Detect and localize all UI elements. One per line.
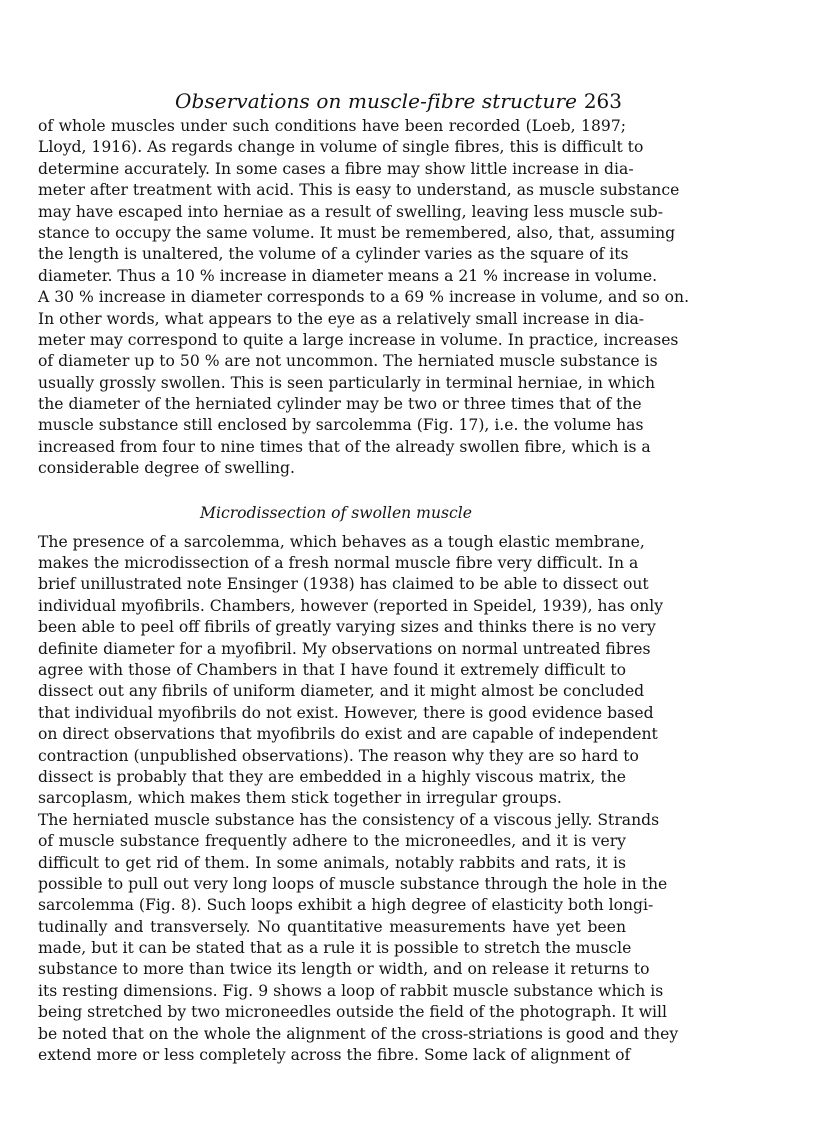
text-line: The herniated muscle substance has the consistency of a viscous jelly. Strands <box>38 810 660 829</box>
text-line: stance to occupy the same volume. It must be remembered, also, that, assuming <box>38 223 676 242</box>
page <box>38 86 690 1066</box>
text-line: meter after treatment with acid. This is easy to understand, as muscle substance <box>38 181 680 200</box>
text-line: agree with those of Chambers in that I have found it extremely difficult to <box>38 660 626 679</box>
text-line: the length is unaltered, the volume of a cylinder varies as the square of its <box>38 245 629 264</box>
text-line: be noted that on the whole the alignment of the cross-striations is good and they <box>38 1024 679 1043</box>
text-line: substance to more than twice its length or width, and on release it returns to <box>38 960 650 979</box>
running-head <box>38 86 626 116</box>
text-line: tudinally and transversely. No quantitative measurements have yet been <box>38 917 626 936</box>
text-line: extend more or less completely across the fibre. Some lack of alignment of <box>38 1046 631 1065</box>
text-line: usually grossly swollen. This is seen particularly in terminal herniae, in which <box>38 373 655 392</box>
text-line: difficult to get rid of them. In some animals, notably rabbits and rats, it is <box>38 853 626 872</box>
running-title: Observations on muscle-fibre structure <box>175 89 578 113</box>
text-line: sarcoplasm, which makes them stick together in irregular groups. <box>38 789 562 808</box>
text-line: individual myofibrils. Chambers, however (reported in Speidel, 1939), has only <box>38 596 664 615</box>
text-line: sarcolemma (Fig. 8). Such loops exhibit a high degree of elasticity both longi- <box>38 896 654 915</box>
text-line: Lloyd, 1916). As regards change in volume of single fibres, this is difficult to <box>38 138 644 157</box>
text-line: muscle substance still enclosed by sarcolemma (Fig. 17), i.e. the volume has <box>38 416 644 435</box>
text-line: made, but it can be stated that as a rule it is possible to stretch the muscle <box>38 939 632 958</box>
page-number: 263 <box>583 89 622 113</box>
text-line: of whole muscles under such conditions have been recorded (Loeb, 1897; <box>38 117 626 135</box>
text-line: of muscle substance frequently adhere to the microneedles, and it is very <box>38 832 626 851</box>
text-line: being stretched by two microneedles outside the field of the photograph. It will <box>38 1003 668 1022</box>
text-line: determine accurately. In some cases a fibre may show little increase in dia- <box>38 159 634 178</box>
text-line: The presence of a sarcolemma, which behaves as a tough elastic membrane, <box>38 532 645 551</box>
text-line: dissect is probably that they are embedded in a highly viscous matrix, the <box>38 767 626 786</box>
text-line: considerable degree of swelling. <box>38 459 295 478</box>
text-line: diameter. Thus a 10 % increase in diameter means a 21 % increase in volume. <box>38 266 658 285</box>
text-line: its resting dimensions. Fig. 9 shows a loop of rabbit muscle substance which is <box>38 981 664 1000</box>
text-line: on direct observations that myofibrils do exist and are capable of independent <box>38 725 658 744</box>
text-line: A 30 % increase in diameter corresponds to a 69 % increase in volume, and so on. <box>38 288 690 307</box>
text-line: been able to peel off fibrils of greatly varying sizes and thinks there is no very <box>38 618 656 637</box>
text-line: may have escaped into herniae as a result of swelling, leaving less muscle sub- <box>38 202 664 221</box>
paragraph <box>38 116 690 480</box>
text-line: definite diameter for a myofibril. My observations on normal untreated fibres <box>38 639 651 658</box>
text-line: In other words, what appears to the eye as a relatively small increase in dia- <box>38 309 645 328</box>
text-line: the diameter of the herniated cylinder may be two or three times that of the <box>38 395 642 414</box>
section-heading: Microdissection of swollen muscle <box>200 503 472 522</box>
text-line: dissect out any fibrils of uniform diameter, and it might almost be concluded <box>38 682 645 701</box>
text-line: possible to pull out very long loops of muscle substance through the hole in the <box>38 874 668 893</box>
paragraph <box>38 532 664 810</box>
text-line: brief unillustrated note Ensinger (1938) has claimed to be able to dissect out <box>38 575 649 594</box>
paragraph <box>38 810 679 1067</box>
text-line: makes the microdissection of a fresh normal muscle fibre very difficult. In a <box>38 554 639 573</box>
text-line: that individual myofibrils do not exist. However, there is good evidence based <box>38 703 654 722</box>
text-line: contraction (unpublished observations). The reason why they are so hard to <box>38 746 639 765</box>
text-line: meter may correspond to quite a large increase in volume. In practice, increases <box>38 330 679 349</box>
text-line: of diameter up to 50 % are not uncommon. The herniated muscle substance is <box>38 352 658 371</box>
text-line: increased from four to nine times that of the already swollen fibre, which is a <box>38 437 651 456</box>
